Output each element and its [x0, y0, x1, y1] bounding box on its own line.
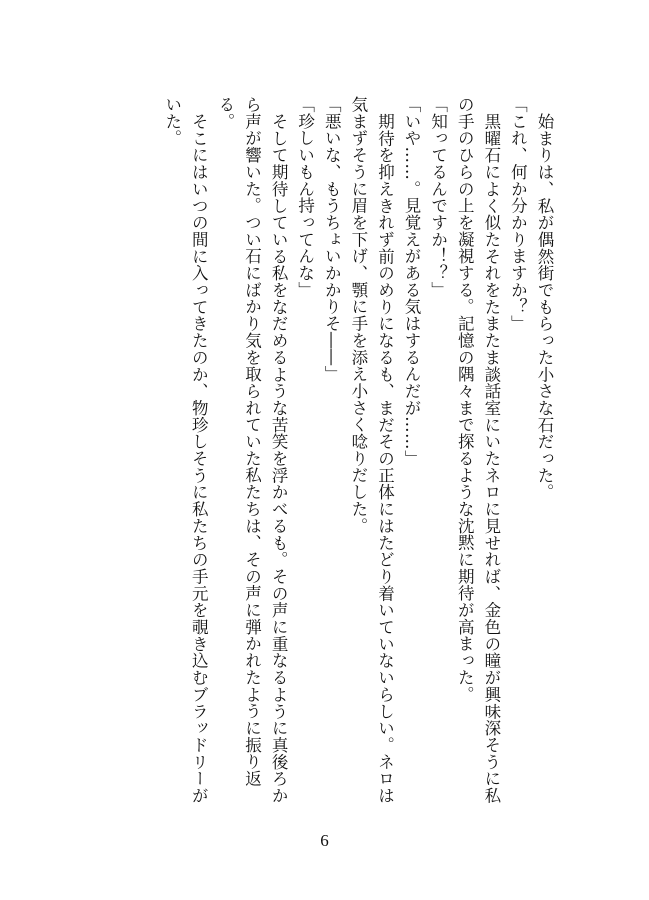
paragraph-4: 「知ってるんですか！？」 — [428, 96, 448, 299]
paragraph-5: 「いや……。見覚えがある気はするんだが……」 — [402, 96, 422, 467]
page-number: 6 — [320, 831, 329, 850]
paragraph-10: そこにはいつの間に入ってきたのか、物珍しそうに私たちの手元を覗き込むブラッドリーがいた。 — [162, 96, 209, 804]
paragraph-7: 「悪いな、もうちょいかかりそ――」 — [322, 96, 342, 383]
paragraph-2: 「これ、何か分かりますか？」 — [508, 96, 528, 332]
paragraph-8: 「珍しいもん持ってんな」 — [295, 96, 315, 299]
paragraph-9: そして期待している私をなだめるような苦笑を浮かべるも。その声に重なるように真後ろから声が響いた。つい石にばかり気を取られていた私たちは、その声に弾かれたように振り返る。 — [215, 96, 289, 804]
vertical-body-text — [97, 96, 557, 816]
paragraph-3: 黒曜石によく似たそれをたまたま談話室にいたネロに見せれば、金色の瞳が興味深そうに私の手のひらの上を凝視する。記憶の隅々まで探るような沈黙に期待が高まった。 — [455, 96, 501, 804]
paragraph-1: 始まりは、私が偶然街でもらった小さな石だった。 — [535, 112, 554, 501]
paragraph-6: 期待を抑えきれず前のめりになるも、まだその正体にはたどり着いていないらしい。ネロは気まずそうに眉を下げ、顎に手を添え小さく唸りだした。 — [348, 96, 395, 804]
